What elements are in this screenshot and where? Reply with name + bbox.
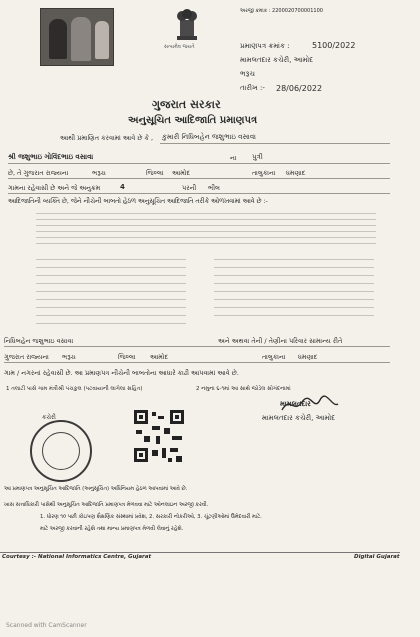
footer-bar (0, 552, 400, 563)
government-title: ગુજરાત સરકાર (152, 98, 221, 111)
tribe-recognition-text: આદિજાતિની વ્યક્તિ છે, જેને નીચેની બાબતો હેઠળ અનુસૂચિત આદિજાતિ તરીકે ઓળખવામાં આવે છે :- (8, 198, 268, 205)
res-taluka-label: તાલુકાના (262, 353, 286, 361)
intro-text: આથી પ્રમાણિત કરવામાં આવે છે કે , (60, 134, 154, 142)
residence-name: નિધિબહેન જશુભાઇ વસાવા (4, 337, 74, 345)
office-seal-stamp (30, 414, 92, 482)
cert-number-value: 5100/2022 (312, 41, 356, 50)
res-district: ભરૂચ (62, 353, 76, 361)
note-1: આ પ્રમાણપત્ર અનુસૂચિત આદિજાતિ (અનુસૂચિત) અધિનિયમ હેઠળ આપવામાં આવે છે. (4, 486, 188, 492)
date-label: તારીખ :- (240, 84, 265, 92)
signatory-title: મામલતદાર (280, 400, 311, 408)
issuing-district: ભરૂચ (240, 70, 255, 78)
state-text: છે, તે ગુજરાત રાજ્યના (8, 169, 69, 177)
tribe-row-text: ગામના રહેવાસી છે અને જે અનુક્રમ (8, 184, 101, 192)
application-number: અરજી ક્રમાંક : 2200020700001100 (240, 8, 323, 14)
res-district-label: જિલ્લા (118, 353, 136, 361)
emblem-caption: સત્યમેવ જયતે (164, 44, 195, 50)
village-name: ધમણાદ (286, 169, 306, 177)
certificate-title: અનુસૂચિત આદિજાતિ પ્રમાણપત્ર (128, 115, 258, 126)
qr-code-icon (132, 408, 186, 464)
tribe-serial: 4 (120, 183, 125, 191)
seal-text: કચેરી (42, 414, 56, 421)
tribe-row-label: પરની (182, 184, 197, 192)
district-label: જિલ્લા (146, 169, 164, 177)
cert-number-label: પ્રમાણપત્ર ક્રમાંક : (240, 42, 290, 50)
father-name: શ્રી જશુભાઇ ગોવિંદભાઇ વસાવા (8, 153, 94, 161)
issuing-office: મામલતદાર કચેરી, આમોદ (240, 56, 314, 64)
date-value: 28/06/2022 (276, 84, 323, 93)
tribe-name: ભીલ (208, 184, 220, 192)
applicant-name: કુમારી નિધિબહેન જશુભાઇ વસાવા (162, 133, 256, 141)
relation-label: ના (230, 154, 237, 162)
relation-value: પુત્રી (252, 153, 263, 161)
state-emblem-icon (170, 6, 204, 44)
signatory-office: મામલતદાર કચેરી, આમોદ (262, 414, 336, 422)
residence-tail: અને અથવા તેની / તેણીના પરિવાર સામાન્ય રીતે (218, 337, 343, 345)
res-state: ગુજરાત રાજ્યના (4, 353, 49, 361)
scanner-watermark: Scanned with CamScanner (6, 622, 87, 629)
basis-2: 2 નમુના ૬-૧માં આ સાથે જોડેલ સોગંદનામાં (196, 386, 291, 392)
village-line: ગામ / નગરનાં રહેવાસી છે. આ પ્રમાણપત્ર નીચેની બાબતોના આધારે કાઢી આપવામાં આવે છે. (4, 369, 239, 377)
footer-courtesy: Courtesy :- National Informatics Centre, Gujarat (2, 554, 152, 560)
taluka-name: આમોદ (172, 169, 191, 177)
res-village: ધમણાદ (298, 353, 318, 361)
taluka-label: તાલુકાના (252, 169, 276, 177)
state-district: ભરૂચ (92, 169, 106, 177)
basis-1: 1 તલાટી પાસે ગામ મંત્રીશ્રી પંચકુલ (પટવાયાની લાગેલા સહિત) (6, 386, 143, 392)
footer-brand: Digital Gujarat (354, 554, 400, 560)
note-4: માટે અરજી કરવાની રહેશે તથા માન્ય પ્રમાણપત્ર મેળવી લેવાનું રહેશે. (40, 526, 184, 532)
applicant-photo (40, 8, 114, 66)
note-3: 1. ધોરણ ૧૦ પછી કોઇપણ શૈક્ષણિક સંસ્થામાં પ્રવેશ, 2. સરકારી નોકરીઓ, 3. ચૂંટણીઓમાં ઉમેદવારી માટે. (40, 514, 262, 520)
res-taluka: આમોદ (150, 353, 169, 361)
note-2: ખાસ સત્તાધિકારી પાસેથી અનુસૂચિત આદિજાતિ પ્રમાણપત્ર મેળવવા માટે ઓનલાઇન અરજી કરવી. (4, 502, 209, 508)
